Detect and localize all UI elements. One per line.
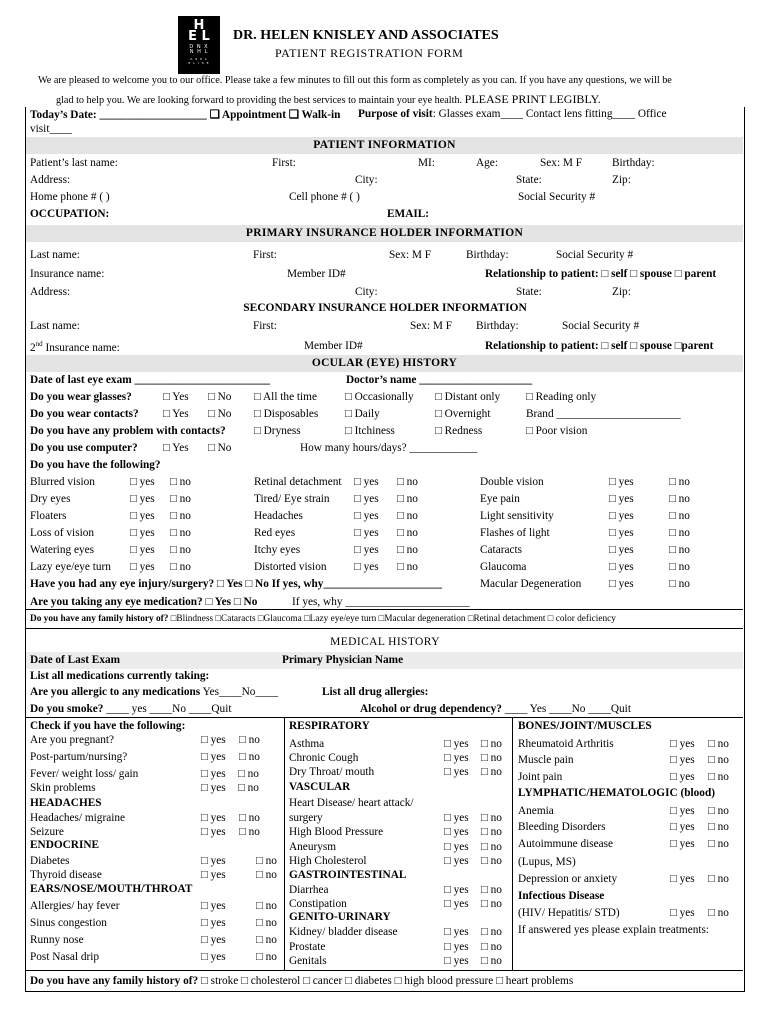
patient-sex[interactable]: Sex: M F: [540, 157, 583, 169]
section-patient: PATIENT INFORMATION: [26, 137, 743, 154]
genito-heading: GENITO-URINARY: [289, 911, 391, 923]
allergic-label: Are you allergic to any medications: [30, 686, 201, 698]
eye-symptom-yes[interactable]: □ yes: [354, 493, 379, 505]
doctors-name[interactable]: Doctor’s name ____________________: [346, 374, 533, 386]
condition-yes[interactable]: □ yes: [444, 752, 469, 764]
todays-date[interactable]: Today’s Date: ___________________ ❑ Appointment ❑ Walk-in: [30, 109, 341, 121]
eye-symptom-yes[interactable]: □ yes: [130, 493, 155, 505]
patient-age[interactable]: Age:: [476, 157, 498, 169]
condition-yes[interactable]: □ yes: [444, 884, 469, 896]
condition-yes[interactable]: □ yes: [444, 855, 469, 867]
condition-label: (HIV/ Hepatitis/ STD): [518, 907, 620, 919]
condition-label: Autoimmune disease: [518, 838, 614, 850]
explain-treatments[interactable]: If answered yes please explain treatments:: [518, 924, 710, 936]
primary-first-name[interactable]: First:: [253, 249, 277, 261]
wear-glasses-label: Do you wear glasses?: [30, 391, 132, 403]
wear-contacts-label: Do you wear contacts?: [30, 408, 139, 420]
intro-line1: We are pleased to welcome you to our office. Please take a few minutes to fill out this form as completely as you can. If you have any questions, we will be: [38, 75, 672, 86]
condition-yes[interactable]: □ yes: [670, 873, 695, 885]
logo-letter: A S K L: [190, 57, 208, 61]
condition-label: Post Nasal drip: [30, 951, 100, 963]
headaches-heading: HEADACHES: [30, 797, 102, 809]
condition-yes[interactable]: □ yes: [444, 955, 469, 967]
eye-symptom-label: Watering eyes: [30, 544, 95, 556]
eye-symptom-no[interactable]: □ no: [397, 527, 418, 539]
eye-symptom-label: Red eyes: [254, 527, 296, 539]
eye-symptom-label: Glaucoma: [480, 561, 527, 573]
condition-yes[interactable]: □ yes: [201, 812, 226, 824]
visit-cont[interactable]: visit____: [30, 123, 73, 135]
form-title: PATIENT REGISTRATION FORM: [275, 46, 464, 60]
eye-symptom-no[interactable]: □ no: [669, 510, 690, 522]
condition-no[interactable]: □ no: [481, 841, 502, 853]
condition-yes[interactable]: □ yes: [444, 841, 469, 853]
eye-symptom-yes[interactable]: □ yes: [130, 476, 155, 488]
eye-symptom-label: Double vision: [480, 476, 544, 488]
eye-symptom-label: Flashes of light: [480, 527, 550, 539]
primary-last-name[interactable]: Last name:: [30, 249, 80, 261]
eye-symptom-yes[interactable]: □ yes: [130, 510, 155, 522]
condition-no[interactable]: □ no: [481, 752, 502, 764]
section-secondary-insurance: SECONDARY INSURANCE HOLDER INFORMATION: [243, 302, 527, 314]
clinic-name: DR. HELEN KNISLEY AND ASSOCIATES: [233, 28, 499, 43]
condition-yes[interactable]: □ yes: [444, 941, 469, 953]
condition-yes[interactable]: □ yes: [444, 898, 469, 910]
eye-symptom-label: Cataracts: [480, 544, 523, 556]
condition-yes[interactable]: □ yes: [201, 934, 226, 946]
condition-yes[interactable]: □ yes: [670, 738, 695, 750]
condition-yes[interactable]: □ yes: [670, 838, 695, 850]
logo-letter: H: [193, 18, 205, 33]
eye-symptom-yes[interactable]: □ yes: [130, 544, 155, 556]
problem-poor-vision[interactable]: □ Poor vision: [526, 425, 588, 437]
secondary-birthday[interactable]: Birthday:: [476, 320, 519, 332]
eye-symptom-yes[interactable]: □ yes: [354, 527, 379, 539]
condition-yes[interactable]: □ yes: [444, 738, 469, 750]
condition-yes[interactable]: □ yes: [201, 768, 226, 780]
condition-label: Fever/ weight loss/ gain: [30, 768, 139, 780]
check-following: Check if you have the following:: [30, 720, 186, 732]
eye-symptom-yes[interactable]: □ yes: [354, 544, 379, 556]
eye-symptom-no[interactable]: □ no: [397, 510, 418, 522]
contact-problem-label: Do you have any problem with contacts?: [30, 425, 226, 437]
computer-yes[interactable]: □ Yes: [163, 442, 189, 454]
have-following-label: Do you have the following?: [30, 459, 161, 471]
condition-label: Joint pain: [518, 771, 563, 783]
condition-yes[interactable]: □ yes: [444, 826, 469, 838]
secondary-relationship[interactable]: Relationship to patient: □ self □ spouse □parent: [485, 340, 714, 352]
condition-yes[interactable]: □ yes: [201, 855, 226, 867]
eye-symptom-label: Tired/ Eye strain: [254, 493, 330, 505]
patient-last-name[interactable]: Patient’s last name:: [30, 157, 118, 169]
condition-label: Kidney/ bladder disease: [289, 926, 398, 938]
condition-yes[interactable]: □ yes: [201, 951, 226, 963]
condition-yes[interactable]: □ yes: [670, 907, 695, 919]
eye-symptom-label: Eye pain: [480, 493, 520, 505]
condition-no[interactable]: □ no: [256, 900, 277, 912]
medical-family-label: Do you have any family history of?: [30, 975, 199, 987]
condition-yes[interactable]: □ yes: [444, 766, 469, 778]
condition-label: Sinus congestion: [30, 917, 107, 929]
eye-symptom-no[interactable]: □ no: [170, 493, 191, 505]
contacts-no[interactable]: □ No: [208, 408, 232, 420]
condition-label: Bleeding Disorders: [518, 821, 606, 833]
smoke[interactable]: [30, 703, 231, 715]
glasses-yes[interactable]: □ Yes: [163, 391, 189, 403]
condition-label: surgery: [289, 812, 323, 824]
condition-label: Headaches/ migraine: [30, 812, 126, 824]
secondary-ssn[interactable]: Social Security #: [562, 320, 640, 332]
purpose-options[interactable]: : Glasses exam____ Contact lens fitting____ Office: [432, 108, 667, 120]
drug-allergies[interactable]: List all drug allergies:: [322, 686, 429, 698]
dependency-options[interactable]: ____ Yes ____No ____Quit: [504, 703, 631, 715]
endocrine-heading: ENDOCRINE: [30, 839, 100, 851]
purpose-of-visit[interactable]: [358, 108, 667, 120]
condition-label: Genitals: [289, 955, 327, 967]
condition-no[interactable]: □ no: [256, 934, 277, 946]
condition-no[interactable]: □ no: [239, 734, 260, 746]
eye-family-options[interactable]: □Blindness □Cataracts □Glaucoma □Lazy eye/eye turn □Macular degeneration □Retinal detachment □ color deficiency: [170, 614, 616, 624]
condition-label: Runny nose: [30, 934, 84, 946]
condition-no[interactable]: □ no: [481, 884, 502, 896]
patient-first-name[interactable]: First:: [272, 157, 296, 169]
purpose-label: Purpose of visit: [358, 108, 433, 120]
contacts-yes[interactable]: □ Yes: [163, 408, 189, 420]
eye-symptom-label: Light sensitivity: [480, 510, 554, 522]
eye-symptom-no[interactable]: □ no: [170, 476, 191, 488]
condition-label: Seizure: [30, 826, 64, 838]
contacts-disposables[interactable]: □ Disposables: [254, 408, 319, 420]
print-legibly: PLEASE PRINT LEGIBLY.: [464, 92, 601, 106]
eye-symptom-no[interactable]: □ no: [669, 544, 690, 556]
eye-family-label: Do you have any family history of?: [30, 614, 169, 624]
condition-label: High Blood Pressure: [289, 826, 384, 838]
condition-no[interactable]: □ no: [708, 821, 729, 833]
eye-symptom-yes[interactable]: □ yes: [354, 476, 379, 488]
eye-medication-why[interactable]: If yes, why ______________________: [292, 596, 470, 608]
eye-symptom-no[interactable]: □ no: [669, 493, 690, 505]
condition-yes[interactable]: □ yes: [670, 771, 695, 783]
ins-label: Insurance name:: [42, 341, 120, 354]
condition-label: Rheumatoid Arthritis: [518, 738, 614, 750]
contacts-brand[interactable]: Brand ______________________: [526, 408, 681, 420]
condition-yes[interactable]: □ yes: [670, 754, 695, 766]
condition-no[interactable]: □ no: [238, 768, 259, 780]
condition-label: Skin problems: [30, 782, 96, 794]
visit-row[interactable]: [30, 108, 340, 121]
eye-symptom-yes[interactable]: □ yes: [354, 510, 379, 522]
section-medical-history: MEDICAL HISTORY: [330, 636, 440, 648]
condition-label: Dry Throat/ mouth: [289, 766, 375, 778]
eye-injury[interactable]: Have you had any eye injury/surgery? □ Yes □ No If yes, why_____________________: [30, 578, 443, 590]
patient-state[interactable]: State:: [516, 174, 542, 186]
condition-yes[interactable]: □ yes: [201, 734, 226, 746]
patient-ssn[interactable]: Social Security #: [518, 191, 596, 203]
primary-city[interactable]: City:: [355, 286, 378, 298]
eye-symptom-label: Lazy eye/eye turn: [30, 561, 111, 573]
dependency-label: Alcohol or drug dependency?: [360, 703, 502, 715]
eye-medication[interactable]: Are you taking any eye medication? □ Yes □ No: [30, 596, 258, 608]
condition-label: Are you pregnant?: [30, 734, 115, 746]
primary-sex[interactable]: Sex: M F: [389, 249, 432, 261]
glasses-reading[interactable]: □ Reading only: [526, 391, 597, 403]
condition-label: Aneurysm: [289, 841, 337, 853]
condition-yes[interactable]: □ yes: [201, 826, 226, 838]
condition-label: Asthma: [289, 738, 325, 750]
condition-label: Allergies/ hay fever: [30, 900, 120, 912]
divider: [26, 717, 743, 718]
alcohol-drug-dependency[interactable]: [360, 703, 631, 715]
glasses-distant[interactable]: □ Distant only: [435, 391, 501, 403]
vascular-heading: VASCULAR: [289, 781, 351, 793]
condition-no[interactable]: □ no: [481, 738, 502, 750]
cell-phone[interactable]: Cell phone # ( ): [289, 191, 360, 203]
eye-symptom-yes[interactable]: □ yes: [609, 561, 634, 573]
condition-yes[interactable]: □ yes: [201, 869, 226, 881]
condition-label: Heart Disease/ heart attack/: [289, 797, 414, 809]
condition-label: Muscle pain: [518, 754, 574, 766]
infectious-heading: Infectious Disease: [518, 890, 605, 902]
condition-label: High Cholesterol: [289, 855, 367, 867]
primary-address[interactable]: Address:: [30, 286, 71, 298]
condition-no[interactable]: □ no: [481, 955, 502, 967]
respiratory-heading: RESPIRATORY: [289, 720, 370, 732]
smoke-options[interactable]: ____ yes ____No ____Quit: [106, 703, 232, 715]
home-phone[interactable]: Home phone # ( ): [30, 191, 110, 203]
patient-birthday[interactable]: Birthday:: [612, 157, 655, 169]
divider: [26, 970, 743, 971]
condition-no[interactable]: □ no: [708, 907, 729, 919]
glasses-occasionally[interactable]: □ Occasionally: [345, 391, 414, 403]
condition-yes[interactable]: □ yes: [201, 751, 226, 763]
condition-no[interactable]: □ no: [708, 771, 729, 783]
eye-symptom-no[interactable]: □ no: [170, 510, 191, 522]
condition-yes[interactable]: □ yes: [444, 926, 469, 938]
problem-itchiness[interactable]: □ Itchiness: [345, 425, 395, 437]
gastro-heading: GASTROINTESTINAL: [289, 869, 407, 881]
primary-physician[interactable]: Primary Physician Name: [282, 654, 404, 666]
condition-yes[interactable]: □ yes: [670, 805, 695, 817]
medical-family-options[interactable]: □ stroke □ cholesterol □ cancer □ diabetes □ high blood pressure □ heart problems: [201, 975, 574, 987]
occupation[interactable]: OCCUPATION:: [30, 208, 110, 220]
condition-no[interactable]: □ no: [256, 855, 277, 867]
condition-yes[interactable]: □ yes: [670, 821, 695, 833]
email[interactable]: EMAIL:: [387, 208, 430, 220]
condition-yes[interactable]: □ yes: [201, 782, 226, 794]
intro-line2: [56, 92, 601, 107]
eye-symptom-yes[interactable]: □ yes: [609, 476, 634, 488]
condition-label: Diarrhea: [289, 884, 329, 896]
condition-label: (Lupus, MS): [518, 856, 576, 868]
patient-zip[interactable]: Zip:: [612, 174, 631, 186]
condition-no[interactable]: □ no: [239, 751, 260, 763]
eye-symptom-label: Headaches: [254, 510, 303, 522]
last-eye-exam[interactable]: Date of last eye exam ________________________: [30, 374, 271, 386]
eye-symptom-no[interactable]: □ no: [669, 476, 690, 488]
condition-no[interactable]: □ no: [481, 941, 502, 953]
eye-symptom-yes[interactable]: □ yes: [609, 544, 634, 556]
condition-no[interactable]: □ no: [708, 805, 729, 817]
eye-symptom-label: Dry eyes: [30, 493, 71, 505]
condition-no[interactable]: □ no: [238, 782, 259, 794]
ins-ordinal-suffix: nd: [35, 340, 43, 348]
eye-symptom-no[interactable]: □ no: [669, 561, 690, 573]
primary-zip[interactable]: Zip:: [612, 286, 631, 298]
condition-yes[interactable]: □ yes: [444, 812, 469, 824]
primary-state[interactable]: State:: [516, 286, 542, 298]
condition-no[interactable]: □ no: [708, 873, 729, 885]
eye-symptom-label: Itchy eyes: [254, 544, 301, 556]
condition-no[interactable]: □ no: [256, 951, 277, 963]
primary-ssn[interactable]: Social Security #: [556, 249, 634, 261]
condition-label: Anemia: [518, 805, 554, 817]
condition-label: Constipation: [289, 898, 347, 910]
condition-no[interactable]: □ no: [708, 754, 729, 766]
secondary-member-id[interactable]: Member ID#: [304, 340, 363, 352]
condition-label: Diabetes: [30, 855, 70, 867]
logo-letter: D N X: [189, 44, 209, 50]
eye-symptom-label: Macular Degeneration: [480, 578, 582, 590]
smoke-label: Do you smoke?: [30, 703, 104, 715]
condition-no[interactable]: □ no: [481, 926, 502, 938]
condition-no[interactable]: □ no: [239, 812, 260, 824]
secondary-first-name[interactable]: First:: [253, 320, 277, 332]
condition-no[interactable]: □ no: [481, 855, 502, 867]
condition-no[interactable]: □ no: [481, 826, 502, 838]
divider: [26, 609, 743, 610]
eye-chart-logo: [178, 16, 220, 74]
section-primary-insurance: PRIMARY INSURANCE HOLDER INFORMATION: [26, 225, 743, 242]
condition-label: Chronic Cough: [289, 752, 359, 764]
logo-letter: E L: [188, 29, 210, 44]
condition-label: Prostate: [289, 941, 326, 953]
ent-heading: EARS/NOSE/MOUTH/THROAT: [30, 883, 193, 895]
glasses-no[interactable]: □ No: [208, 391, 232, 403]
eye-symptom-no[interactable]: □ no: [170, 544, 191, 556]
eye-symptom-yes[interactable]: □ yes: [609, 493, 634, 505]
patient-city[interactable]: City:: [355, 174, 378, 186]
eye-symptom-label: Blurred vision: [30, 476, 95, 488]
contacts-daily[interactable]: □ Daily: [345, 408, 380, 420]
eye-symptom-no[interactable]: □ no: [397, 561, 418, 573]
secondary-sex[interactable]: Sex: M F: [410, 320, 453, 332]
contacts-overnight[interactable]: □ Overnight: [435, 408, 491, 420]
condition-label: Depression or anxiety: [518, 873, 618, 885]
divider: [26, 628, 743, 629]
secondary-insurance-name[interactable]: [30, 340, 120, 354]
ins-ordinal: 2: [30, 341, 36, 354]
condition-yes[interactable]: □ yes: [201, 900, 226, 912]
computer-no[interactable]: □ No: [208, 442, 232, 454]
primary-relationship[interactable]: Relationship to patient: □ self □ spouse □ parent: [485, 268, 717, 280]
logo-letter: N H L: [189, 49, 209, 55]
eye-family-history[interactable]: [30, 614, 616, 624]
condition-no[interactable]: □ no: [708, 738, 729, 750]
problem-dryness[interactable]: □ Dryness: [254, 425, 301, 437]
bones-heading: BONES/JOINT/MUSCLES: [518, 720, 652, 732]
use-computer-label: Do you use computer?: [30, 442, 138, 454]
primary-birthday[interactable]: Birthday:: [466, 249, 509, 261]
condition-no[interactable]: □ no: [481, 812, 502, 824]
eye-symptom-no[interactable]: □ no: [170, 527, 191, 539]
eye-symptom-label: Loss of vision: [30, 527, 95, 539]
allergic-options[interactable]: Yes____No____: [202, 686, 279, 698]
condition-label: Post-partum/nursing?: [30, 751, 128, 763]
column-divider: [284, 717, 285, 970]
eye-symptom-yes[interactable]: □ yes: [130, 527, 155, 539]
condition-no[interactable]: □ no: [256, 917, 277, 929]
logo-letter: E L I S E: [188, 61, 210, 65]
allergic-medications[interactable]: [30, 686, 278, 698]
eye-symptom-no[interactable]: □ no: [397, 493, 418, 505]
eye-symptom-yes[interactable]: □ yes: [354, 561, 379, 573]
condition-no[interactable]: □ no: [239, 826, 260, 838]
eye-symptom-label: Distorted vision: [254, 561, 327, 573]
eye-symptom-yes[interactable]: □ yes: [609, 510, 634, 522]
eye-symptom-no[interactable]: □ no: [397, 544, 418, 556]
secondary-last-name[interactable]: Last name:: [30, 320, 80, 332]
condition-no[interactable]: □ no: [481, 766, 502, 778]
section-ocular-history: OCULAR (EYE) HISTORY: [26, 355, 743, 372]
eye-symptom-no[interactable]: □ no: [669, 527, 690, 539]
condition-no[interactable]: □ no: [256, 869, 277, 881]
eye-symptom-no[interactable]: □ no: [669, 578, 690, 590]
eye-symptom-yes[interactable]: □ yes: [609, 527, 634, 539]
condition-no[interactable]: □ no: [708, 838, 729, 850]
eye-symptom-no[interactable]: □ no: [170, 561, 191, 573]
condition-no[interactable]: □ no: [481, 898, 502, 910]
last-exam[interactable]: Date of Last Exam: [30, 654, 121, 666]
patient-mi[interactable]: MI:: [418, 157, 435, 169]
eye-symptom-label: Floaters: [30, 510, 67, 522]
intro-text: glad to help you. We are looking forward to providing the best services to maintain your eye health.: [56, 95, 463, 106]
condition-label: Thyroid disease: [30, 869, 102, 881]
medical-family-history[interactable]: [30, 975, 573, 987]
current-medications[interactable]: List all medications currently taking:: [30, 670, 210, 682]
computer-hours[interactable]: How many hours/days? ____________: [300, 442, 478, 454]
lymphatic-heading: LYMPHATIC/HEMATOLOGIC (blood): [518, 787, 715, 799]
patient-address[interactable]: Address:: [30, 174, 71, 186]
primary-member-id[interactable]: Member ID#: [287, 268, 346, 280]
column-divider: [512, 717, 513, 970]
eye-symptom-label: Retinal detachment: [254, 476, 342, 488]
eye-symptom-yes[interactable]: □ yes: [130, 561, 155, 573]
condition-yes[interactable]: □ yes: [201, 917, 226, 929]
problem-redness[interactable]: □ Redness: [435, 425, 483, 437]
eye-symptom-yes[interactable]: □ yes: [609, 578, 634, 590]
primary-insurance-name[interactable]: Insurance name:: [30, 268, 105, 280]
eye-symptom-no[interactable]: □ no: [397, 476, 418, 488]
glasses-all-time[interactable]: □ All the time: [254, 391, 317, 403]
